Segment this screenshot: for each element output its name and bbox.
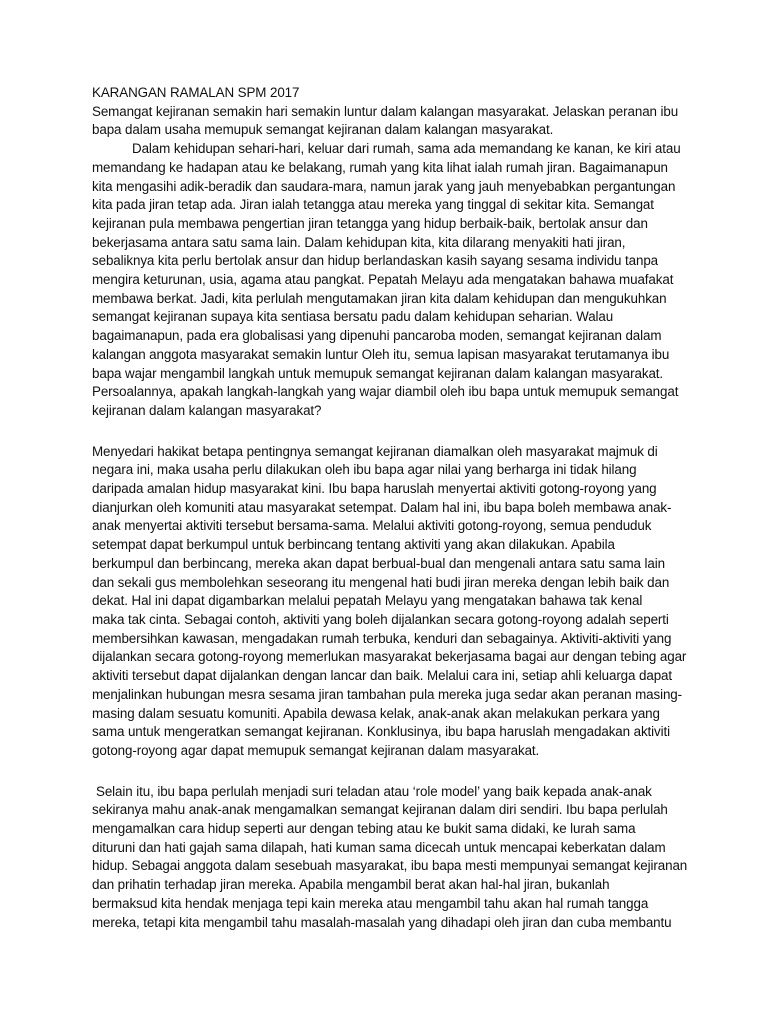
paragraph-line: kejiranan pula membawa pengertian jiran tetangga yang hidup berbaik-baik, bertolak ansur dan [92, 215, 648, 231]
paragraph-line: anak menyertai aktiviti tersebut bersama-sama. Melalui aktiviti gotong-royong, semua penduduk [92, 518, 652, 534]
paragraph-line: dijalankan secara gotong-royong memerlukan masyarakat bekerjasama bagai aur dengan tebing agar [92, 649, 687, 665]
paragraph-line: Selain itu, ibu bapa perlulah menjadi suri teladan atau ‘role model’ yang baik kepada anak-anak [96, 783, 652, 799]
question-line: Semangat kejiranan semakin hari semakin luntur dalam kalangan masyarakat. Jelaskan peranan ibu [92, 103, 679, 119]
paragraph-line: bermaksud kita hendak menjaga tepi kain mereka atau mengambil tahu akan hal rumah tangga [92, 895, 649, 911]
paragraph-line: memandang ke hadapan atau ke belakang, rumah yang kita lihat ialah rumah jiran. Bagaimanapun [92, 159, 668, 175]
paragraph-line: sama untuk mengeratkan semangat kejiranan. Konklusinya, ibu bapa haruslah mengadakan aktiviti [92, 724, 671, 740]
paragraph-line: bapa wajar mengambil langkah untuk memupuk semangat kejiranan dalam kalangan masyarakat. [92, 365, 664, 381]
paragraph-line: aktiviti tersebut dapat dijalankan dengan lancar dan baik. Melalui cara ini, setiap ahli keluarga dapat [92, 668, 673, 684]
paragraph-line: mengira keturunan, usia, agama atau pangkat. Pepatah Melayu ada mengatakan bahawa muafakat [92, 272, 674, 288]
paragraph-line: hidup. Sebagai anggota dalam sesebuah masyarakat, ibu bapa mesti mempunyai semangat kejiranan [92, 858, 688, 874]
paragraph-line: dekat. Hal ini dapat digambarkan melalui pepatah Melayu yang mengatakan bahawa tak kenal [92, 593, 643, 609]
paragraph-line: membawa berkat. Jadi, kita perlulah mengutamakan jiran kita dalam kehidupan dan mengukuhkan [92, 290, 667, 306]
body-paragraph-2 [92, 783, 768, 933]
paragraph-line: kalangan anggota masyarakat semakin luntur Oleh itu, semua lapisan masyarakat terutamanya ibu [92, 346, 670, 362]
paragraph-line: menjalinkan hubungan mesra sesama jiran tambahan pula mereka juga sedar akan peranan masing- [92, 686, 683, 702]
paragraph-line: membersihkan kawasan, mengadakan rumah terbuka, kenduri dan sebagainya. Aktiviti-aktiviti yang [92, 630, 672, 646]
body-paragraph-1 [92, 443, 768, 761]
paragraph-line: dituruni dan hati gajah sama dilapah, hati kuman sama dicecah untuk mencapai keberkatan dalam [92, 839, 666, 855]
essay-question [92, 103, 768, 140]
paragraph-line: semangat kejiranan supaya kita sentiasa bersatu padu dalam kehidupan seharian. Walau [92, 309, 614, 325]
paragraph-line: bekerjasama antara satu sama lain. Dalam kehidupan kita, kita dilarang menyakiti hati jiran, [92, 234, 626, 250]
paragraph-line: Menyedari hakikat betapa pentingnya semangat kejiranan diamalkan oleh masyarakat majmuk di [92, 443, 658, 459]
paragraph-line: Dalam kehidupan sehari-hari, keluar dari rumah, sama ada memandang ke kanan, ke kiri atau [132, 141, 681, 157]
paragraph-line: dianjurkan oleh komuniti atau masyarakat setempat. Dalam hal ini, ibu bapa boleh membawa anak- [92, 499, 672, 515]
paragraph-spacer [92, 421, 768, 443]
paragraph-line: kita pada jiran tetap ada. Jiran ialah tetangga atau mereka yang tinggal di sekitar kita. Semangat [92, 197, 654, 213]
paragraph-line: gotong-royong agar dapat memupuk semangat kejiranan dalam masyarakat. [92, 742, 540, 758]
paragraph-line: dan prihatin terhadap jiran mereka. Apabila mengambil berat akan hal-hal jiran, bukanlah [92, 877, 610, 893]
paragraph-line: maka tak cinta. Sebagai contoh, aktiviti yang boleh dijalankan secara gotong-royong adalah seperti [92, 611, 669, 627]
paragraph-line: bagaimanapun, pada era globalisasi yang dipenuhi pancaroba moden, semangat kejiranan dalam [92, 328, 662, 344]
paragraph-line: setempat dapat berkumpul untuk berbincang tentang aktiviti yang akan dilakukan. Apabila [92, 537, 615, 553]
paragraph-line: sekiranya mahu anak-anak mengamalkan semangat kejiranan dalam diri sendiri. Ibu bapa perlulah [92, 802, 668, 818]
paragraph-line: Persoalannya, apakah langkah-langkah yang wajar diambil oleh ibu bapa untuk memupuk semangat [92, 384, 679, 400]
paragraph-line: mengamalkan cara hidup seperti aur dengan tebing atau ke bukit sama didaki, ke lurah sama [92, 821, 636, 837]
document-title: KARANGAN RAMALAN SPM 2017 [92, 85, 300, 100]
paragraph-line: berkumpul dan berbincang, mereka akan dapat berbual-bual dan mengenali antara satu sama lain [92, 555, 665, 571]
paragraph-line: kita mengasihi adik-beradik dan saudara-mara, namun jarak yang jauh menyebabkan pergantungan [92, 178, 676, 194]
paragraph-spacer [92, 761, 768, 783]
paragraph-line: kejiranan dalam kalangan masyarakat? [92, 402, 322, 418]
paragraph-line: negara ini, maka usaha perlu dilakukan oleh ibu bapa agar nilai yang berharga ini tidak hilang [92, 462, 637, 478]
paragraph-line: mereka, tetapi kita mengambil tahu masalah-masalah yang dihadapi oleh jiran dan cuba membantu [92, 914, 672, 930]
paragraph-line: masing dalam sesuatu komuniti. Apabila dewasa kelak, anak-anak akan melakukan perkara yang [92, 705, 660, 721]
paragraph-line: sebaliknya kita perlu bertolak ansur dan hidup berlandaskan kasih sayang sesama individu tanpa [92, 253, 659, 269]
paragraph-line: dan sekali gus membolehkan seseorang itu mengenal hati budi jiran mereka dengan lebih baik dan [92, 574, 670, 590]
question-line: bapa dalam usaha memupuk semangat kejiranan dalam kalangan masyarakat. [92, 122, 554, 138]
introduction-paragraph [92, 140, 768, 421]
paragraph-line: daripada amalan hidup masyarakat kini. Ibu bapa haruslah menyertai aktiviti gotong-royong yang [92, 481, 657, 497]
